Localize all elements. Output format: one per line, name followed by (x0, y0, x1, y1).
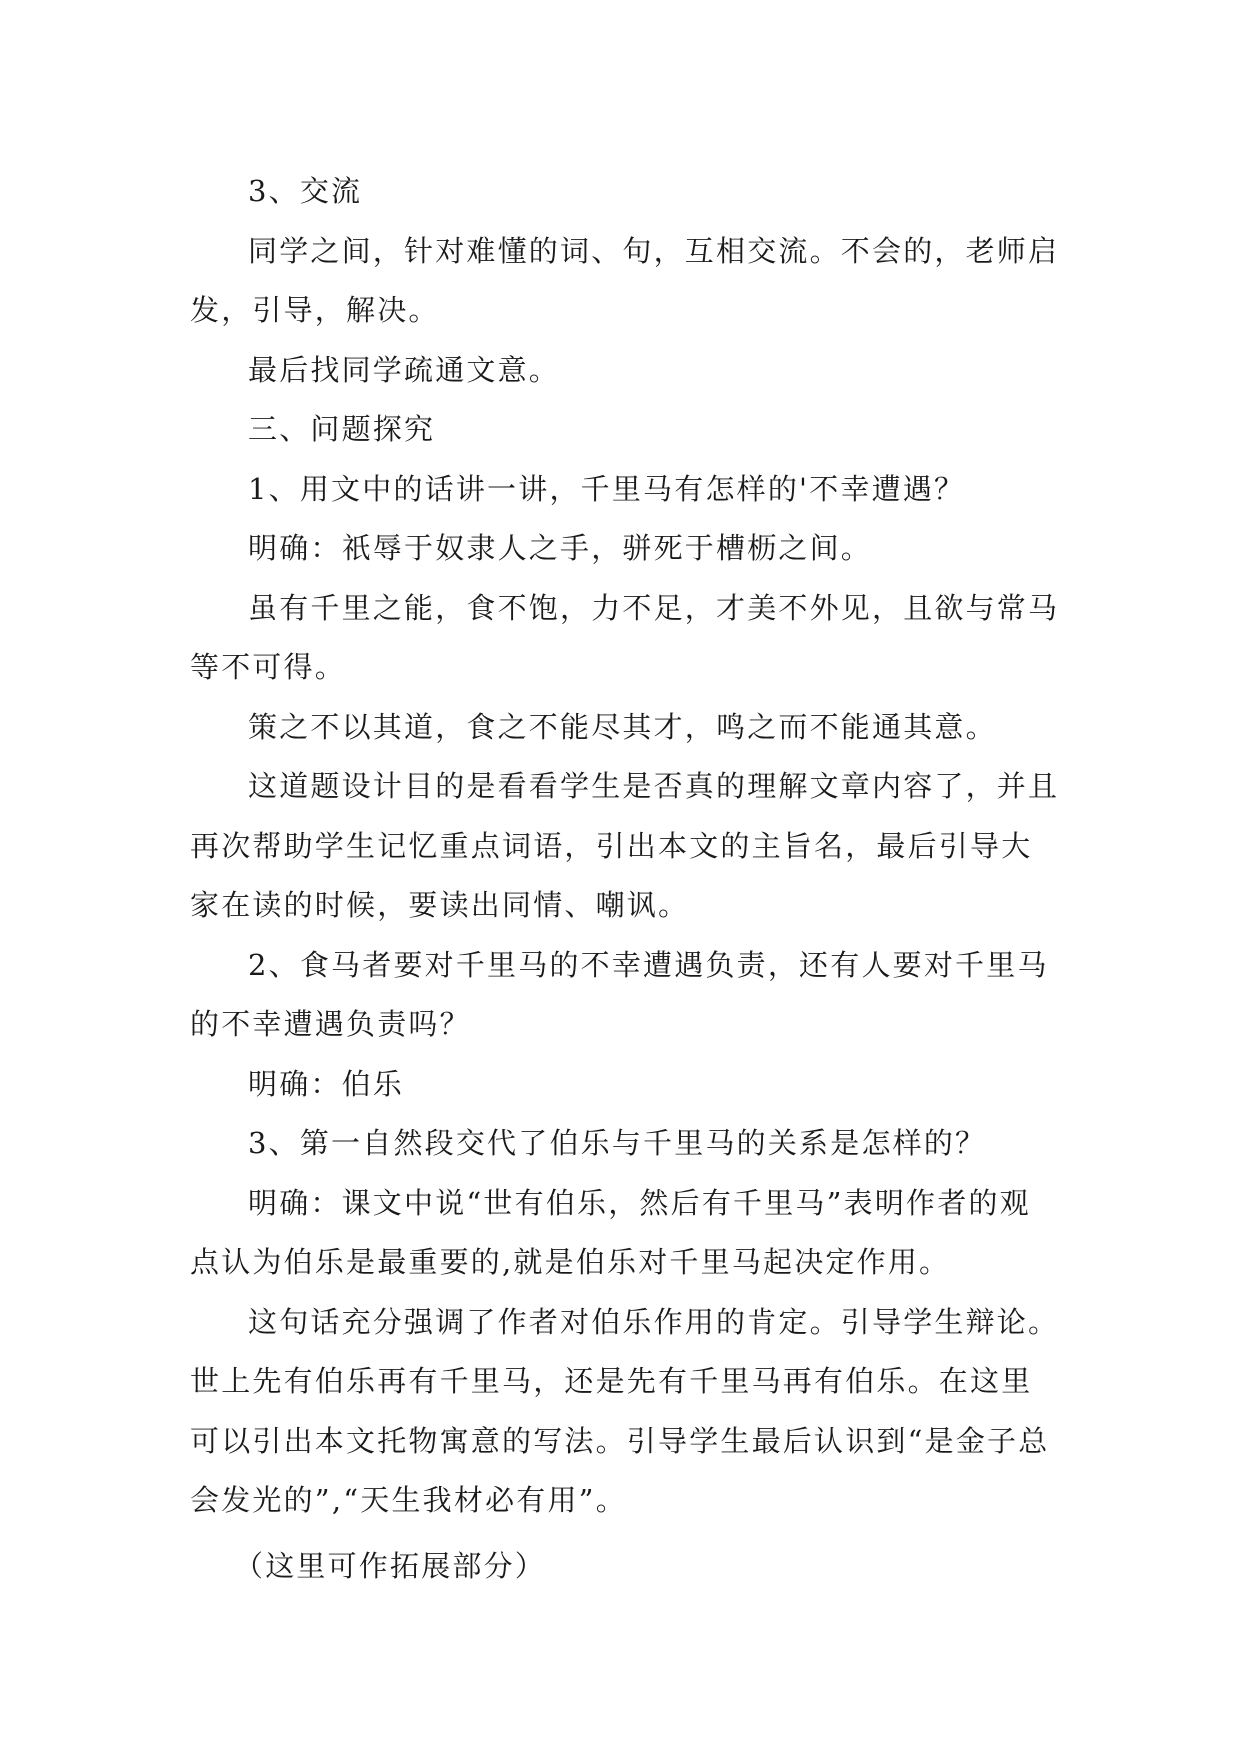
section-heading-exchange: 3、交流 (248, 174, 363, 208)
question-3: 3、第一自然段交代了伯乐与千里马的关系是怎样的？ (248, 1126, 987, 1160)
design-note-3: 这句话充分强调了作者对伯乐作用的肯定。引导学生辩论。世上先有伯乐再有千里马，还是先有千里马再有伯乐。在这里可以引出本文托物寓意的写法。引导学生最后认识到“是金子总会发光的”,“天生我材必有用”。 (190, 1304, 1060, 1517)
question-2: 2、食马者要对千里马的不幸遭遇负责，还有人要对千里马的不幸遭遇负责吗？ (190, 947, 1049, 1041)
answer-1a: 明确：祇辱于奴隶人之手，骈死于槽枥之间。 (248, 531, 873, 565)
question-1: 1、用文中的话讲一讲，千里马有怎样的'不幸遭遇？ (248, 471, 966, 506)
answer-1b: 虽有千里之能，食不饱，力不足，才美不外见，且欲与常马等不可得。 (190, 590, 1060, 684)
answer-2: 明确：伯乐 (248, 1066, 405, 1101)
extension-note: （这里可作拓展部分） (234, 1548, 547, 1583)
paragraph-exchange-body: 同学之间，针对难懂的词、句，互相交流。不会的，老师启发，引导，解决。 (190, 233, 1060, 327)
paragraph-summary: 最后找同学疏通文意。 (248, 352, 561, 387)
answer-3: 明确：课文中说“世有伯乐，然后有千里马”表明作者的观点认为伯乐是最重要的,就是伯乐对千里马起决定作用。 (190, 1185, 1031, 1279)
section-heading-inquiry: 三、问题探究 (248, 412, 436, 446)
document-body (190, 162, 1060, 1596)
answer-1c: 策之不以其道，食之不能尽其才，鸣之而不能通其意。 (248, 709, 997, 744)
design-note-1: 这道题设计目的是看看学生是否真的理解文章内容了，并且再次帮助学生记忆重点词语，引出本文的主旨名，最后引导大家在读的时候，要读出同情、嘲讽。 (190, 769, 1060, 922)
